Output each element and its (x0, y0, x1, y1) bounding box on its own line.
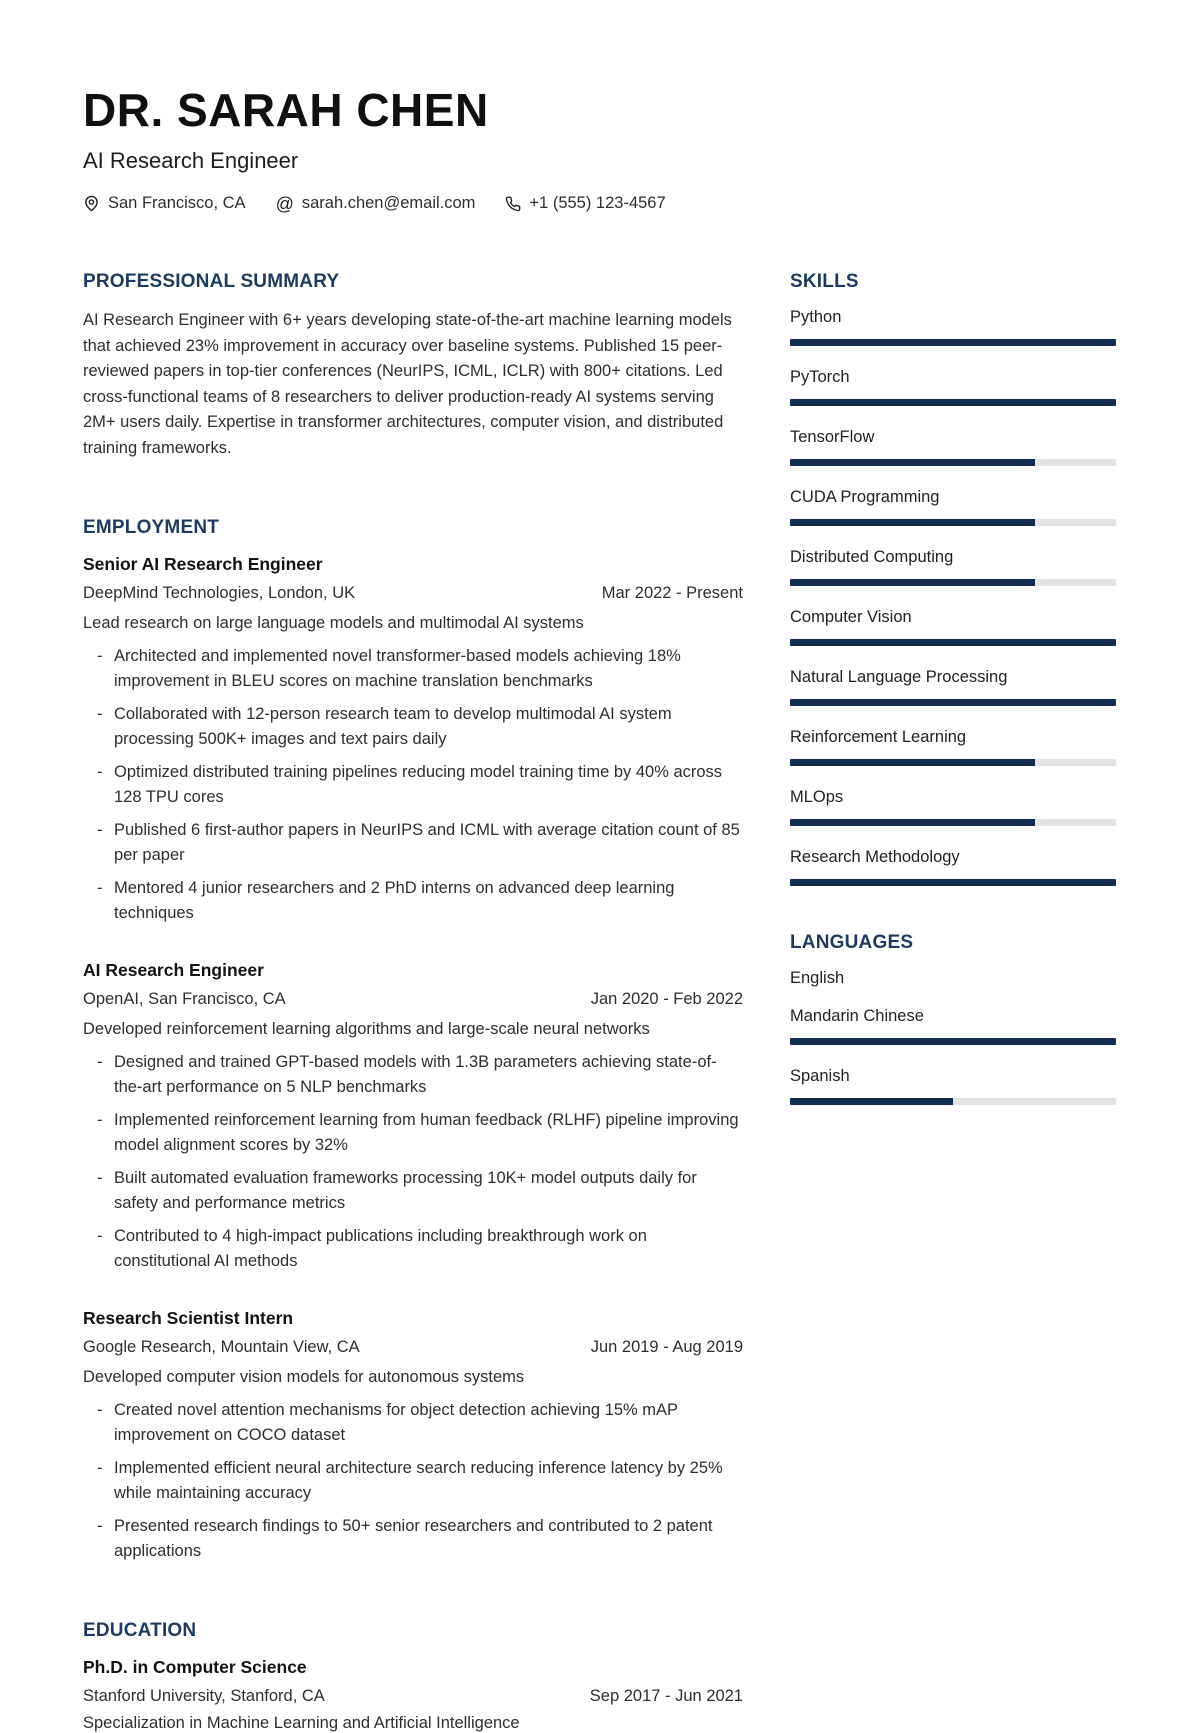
meter-item (790, 1007, 1116, 1045)
meter-item (790, 848, 1116, 886)
meter-label: Natural Language Processing (790, 668, 1008, 687)
languages-heading: LANGUAGES (790, 932, 914, 954)
contact-phone (505, 194, 665, 213)
job-bullet: - Implemented reinforcement learning from human feedback (RLHF) pipeline improving model alignment scores by 32% (97, 1111, 739, 1155)
meter-fill (790, 819, 1035, 826)
meter-label: Distributed Computing (790, 548, 954, 567)
sidebar-column (790, 271, 1116, 1733)
meter-item (790, 788, 1116, 826)
meter-item (790, 488, 1116, 526)
job-company: OpenAI, San Francisco, CA (83, 990, 286, 1009)
job-bullets (83, 1050, 743, 1274)
job-summary: Developed reinforcement learning algorithms and large-scale neural networks (83, 1020, 650, 1039)
meter-track (790, 339, 1116, 346)
meter-item (790, 668, 1116, 706)
meter-label: Reinforcement Learning (790, 728, 967, 747)
meter-label: Spanish (790, 1067, 850, 1086)
job-bullet: - Collaborated with 12-person research team to develop multimodal AI system processing 500K+ images and text pairs daily (97, 705, 672, 749)
meter-item (790, 608, 1116, 646)
job-bullet: - Designed and trained GPT-based models with 1.3B parameters achieving state-of-the-art performance on 5 NLP benchmarks (97, 1053, 717, 1097)
meter-fill (790, 699, 1116, 706)
contact-row (83, 194, 1113, 213)
meter-label: Python (790, 308, 842, 327)
resume-header (83, 86, 1113, 213)
meter-fill (790, 399, 1116, 406)
job-bullet: - Presented research findings to 50+ senior researchers and contributed to 2 patent applications (97, 1517, 713, 1561)
meter-fill (790, 879, 1116, 886)
job-bullet: - Architected and implemented novel transformer-based models achieving 18% improvement in BLEU scores on machine translation benchmarks (97, 647, 681, 691)
meter-track (790, 759, 1116, 766)
meter-fill (790, 579, 1035, 586)
skills-heading: SKILLS (790, 271, 859, 293)
meter-label: PyTorch (790, 368, 850, 387)
meter-item (790, 969, 1116, 988)
contact-phone-text: +1 (555) 123-4567 (529, 194, 666, 213)
meter-track (790, 1038, 1116, 1045)
summary-section (83, 271, 743, 461)
meter-track (790, 819, 1116, 826)
map-pin-icon (83, 195, 100, 212)
job-bullet: - Created novel attention mechanisms for object detection achieving 15% mAP improvement on COCO dataset (97, 1401, 678, 1445)
job-bullet: - Mentored 4 junior researchers and 2 PhD interns on advanced deep learning techniques (97, 879, 675, 923)
job-bullets (83, 1398, 743, 1564)
meter-track (790, 1098, 1116, 1105)
job-dates: Jan 2020 - Feb 2022 (590, 990, 743, 1009)
meter-label: TensorFlow (790, 428, 875, 447)
job-list (83, 554, 743, 1564)
skills-section (790, 271, 1116, 886)
employment-section (83, 517, 743, 1564)
job-entry (83, 1308, 743, 1564)
meter-item (790, 548, 1116, 586)
meter-fill (790, 639, 1116, 646)
education-section (83, 1620, 743, 1733)
meter-item (790, 1067, 1116, 1105)
job-title: Senior AI Research Engineer (83, 554, 323, 575)
meter-item (790, 428, 1116, 466)
meter-fill (790, 759, 1035, 766)
meter-track (790, 519, 1116, 526)
education-school: Stanford University, Stanford, CA (83, 1687, 325, 1706)
job-bullet: - Optimized distributed training pipelines reducing model training time by 40% across 128 TPU cores (97, 763, 723, 807)
meter-track (790, 579, 1116, 586)
job-entry (83, 554, 743, 926)
education-degree: Ph.D. in Computer Science (83, 1657, 307, 1678)
contact-location-text: San Francisco, CA (108, 194, 246, 213)
education-details: Specialization in Machine Learning and Artificial Intelligence (83, 1714, 520, 1733)
job-bullet: - Published 6 first-author papers in NeurIPS and ICML with average citation count of 85 per paper (97, 821, 740, 865)
meter-fill (790, 339, 1116, 346)
job-title: AI Research Engineer (83, 960, 264, 981)
meter-item (790, 368, 1116, 406)
meter-item (790, 728, 1116, 766)
meter-track (790, 639, 1116, 646)
meter-fill (790, 1098, 953, 1105)
job-company: DeepMind Technologies, London, UK (83, 584, 356, 603)
languages-section (790, 932, 1116, 1105)
job-summary: Developed computer vision models for autonomous systems (83, 1368, 525, 1387)
person-name: DR. SARAH CHEN (83, 84, 489, 136)
education-dates: Sep 2017 - Jun 2021 (589, 1687, 743, 1706)
meter-track (790, 699, 1116, 706)
skill-list (790, 308, 1116, 886)
job-bullets (83, 644, 743, 926)
meter-label: English (790, 969, 845, 988)
job-entry (83, 960, 743, 1274)
phone-icon (505, 196, 521, 212)
job-bullet: - Built automated evaluation frameworks processing 10K+ model outputs daily for safety and performance metrics (97, 1169, 697, 1213)
meter-fill (790, 519, 1035, 526)
at-sign-icon: @ (275, 193, 294, 214)
meter-fill (790, 459, 1035, 466)
job-dates: Mar 2022 - Present (601, 584, 743, 603)
job-dates: Jun 2019 - Aug 2019 (590, 1338, 743, 1357)
contact-location (83, 194, 246, 213)
job-company: Google Research, Mountain View, CA (83, 1338, 360, 1357)
job-title: Research Scientist Intern (83, 1308, 294, 1329)
job-bullet: - Implemented efficient neural architecture search reducing inference latency by 25% while maintaining accuracy (97, 1459, 723, 1503)
job-bullet: - Contributed to 4 high-impact publications including breakthrough work on constitutional AI methods (97, 1227, 647, 1271)
meter-track (790, 879, 1116, 886)
main-column (83, 271, 743, 1733)
meter-label: Research Methodology (790, 848, 960, 867)
person-title: AI Research Engineer (83, 148, 299, 174)
meter-track (790, 399, 1116, 406)
meter-fill (790, 1038, 1116, 1045)
job-summary: Lead research on large language models and multimodal AI systems (83, 614, 584, 633)
language-list (790, 969, 1116, 1105)
contact-email-text: sarah.chen@email.com (301, 194, 476, 213)
meter-label: Computer Vision (790, 608, 912, 627)
meter-item (790, 308, 1116, 346)
employment-heading: EMPLOYMENT (83, 517, 220, 539)
summary-heading: PROFESSIONAL SUMMARY (83, 271, 340, 293)
contact-email (276, 194, 476, 213)
meter-track (790, 459, 1116, 466)
education-heading: EDUCATION (83, 1620, 197, 1642)
meter-label: CUDA Programming (790, 488, 940, 507)
summary-text: AI Research Engineer with 6+ years developing state-of-the-art machine learning models that achieved 23% improvement in accuracy over baseline systems. Published 15 peer-reviewed papers in top-tier conferences (NeurIPS, ICML, ICLR) with 800+ citations. Led cross-functional teams of 8 researchers to deliver production-ready AI systems serving 2M+ users daily. Expertise in transformer architectures, computer vision, and distributed training frameworks. (83, 311, 732, 457)
meter-label: Mandarin Chinese (790, 1007, 924, 1026)
meter-label: MLOps (790, 788, 844, 807)
